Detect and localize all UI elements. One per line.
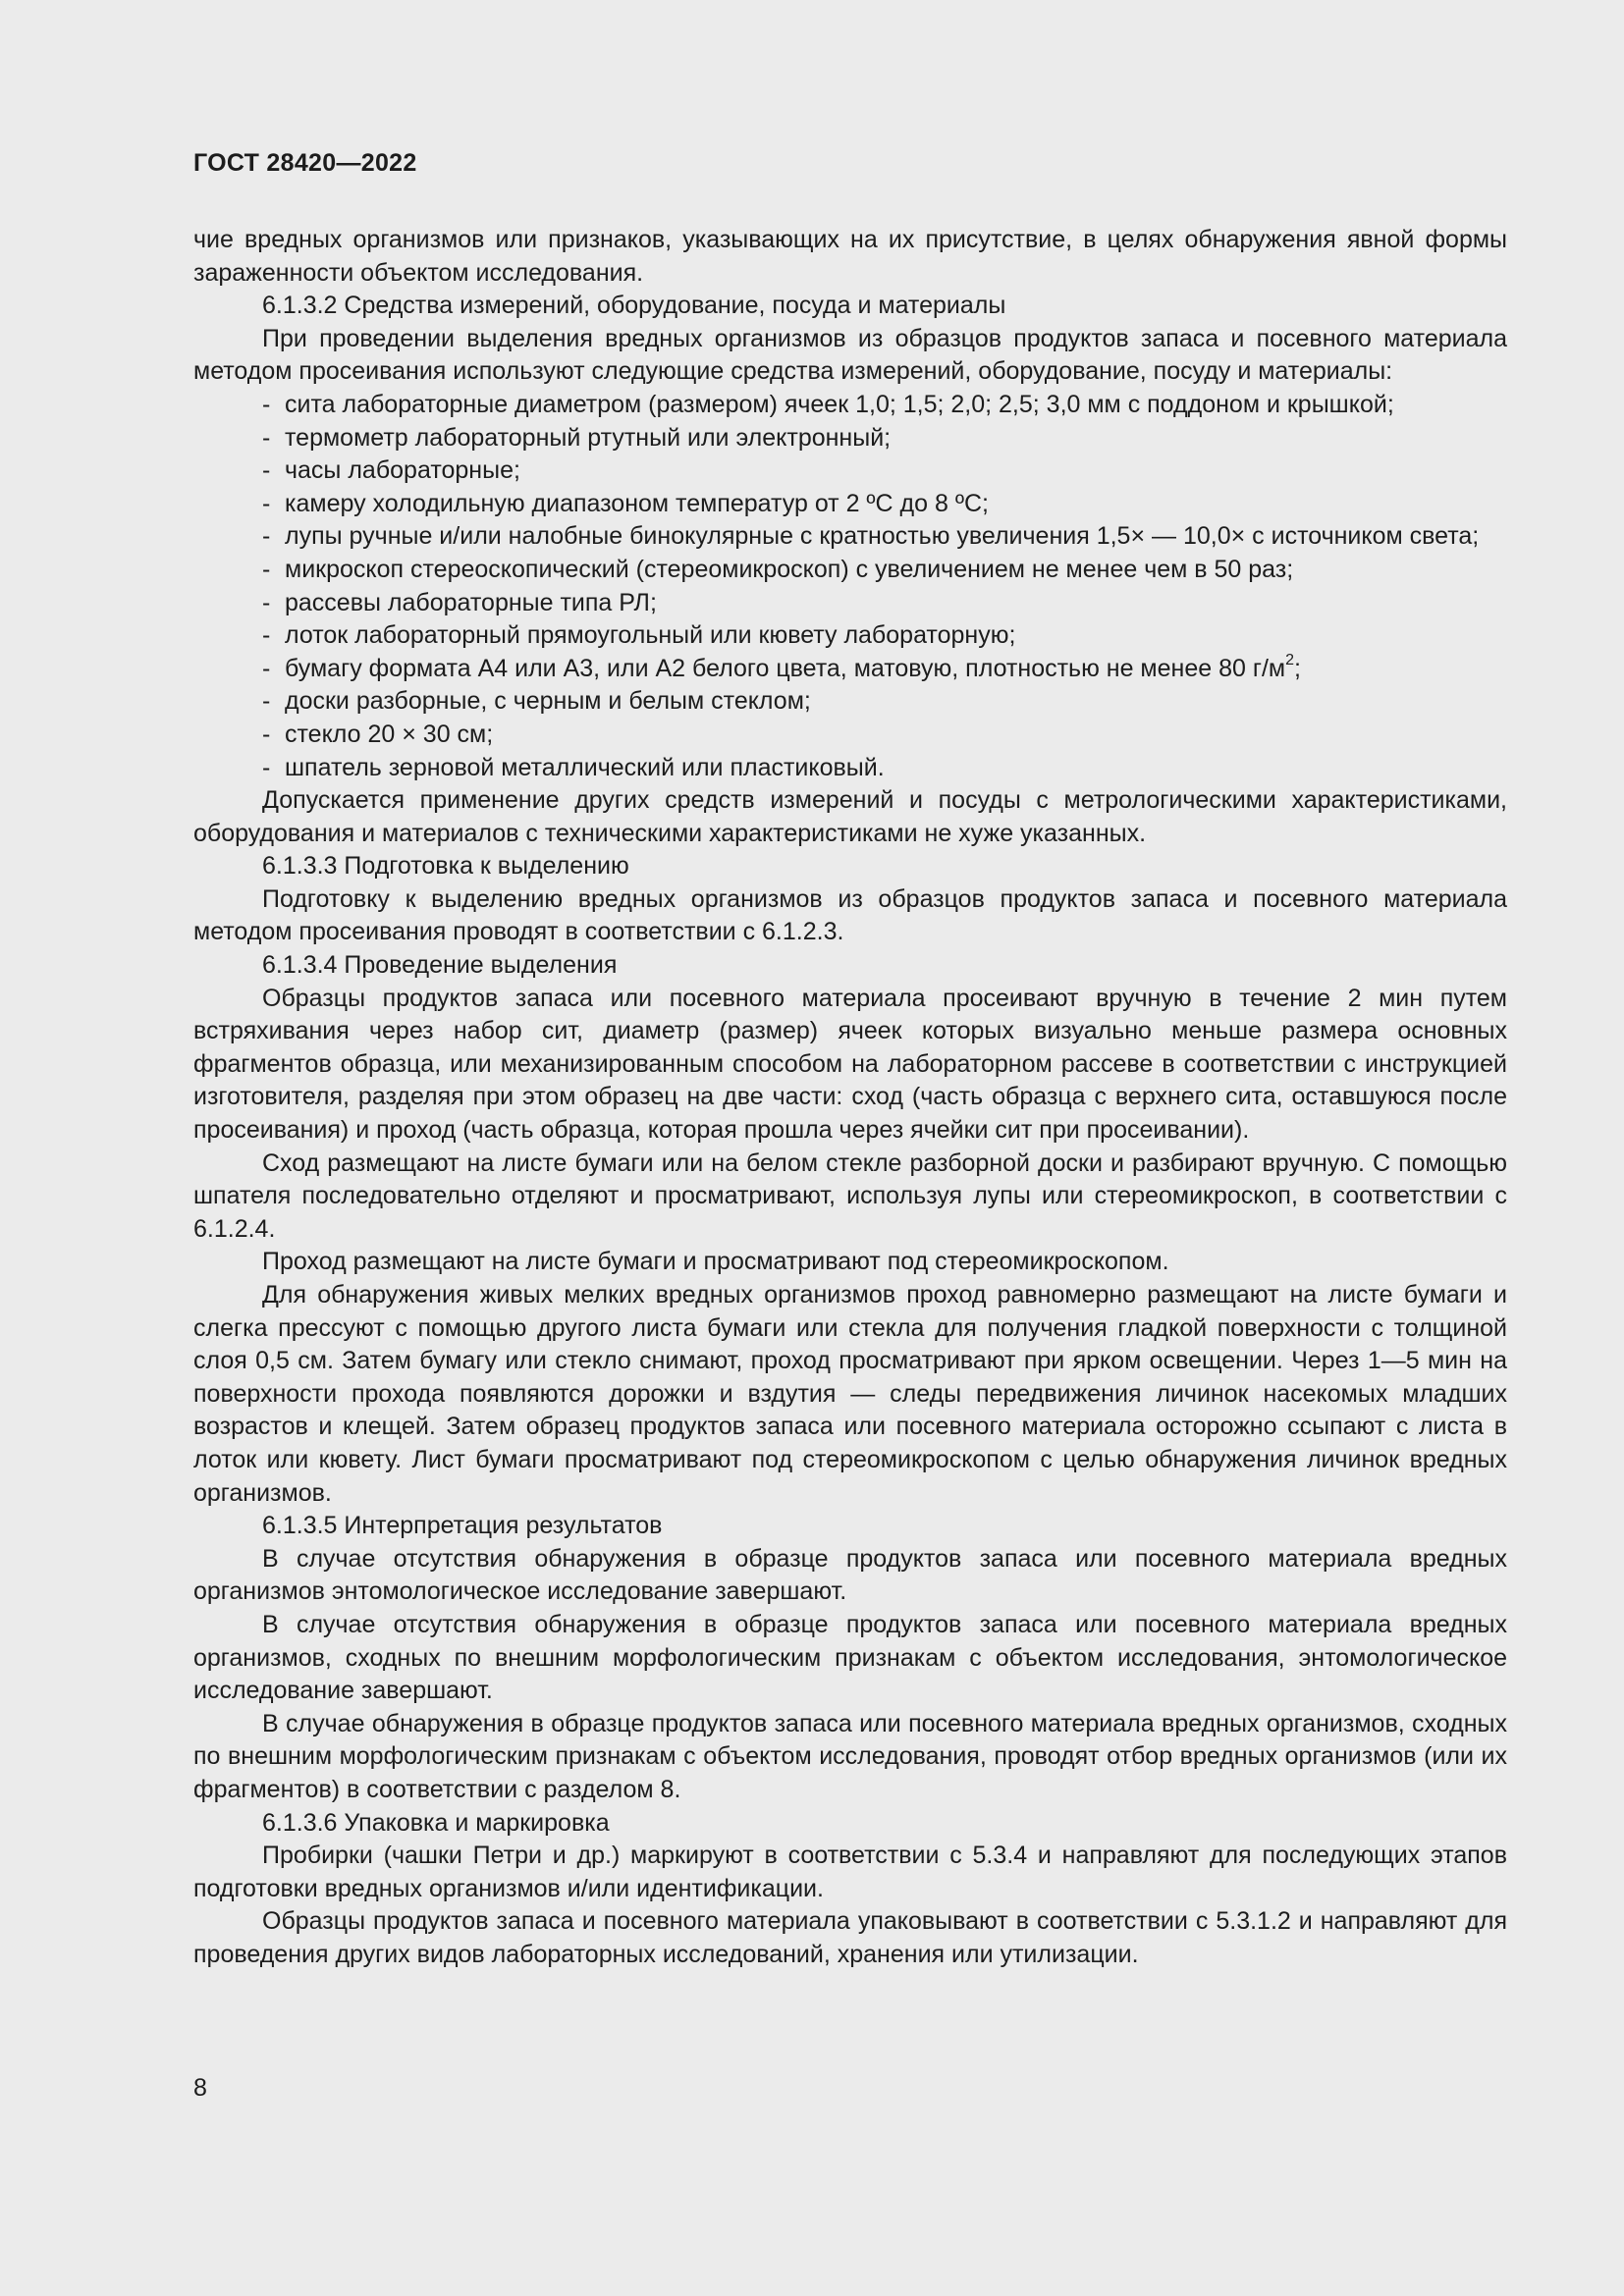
list-dash: -	[262, 621, 271, 650]
superscript-2: 2	[1285, 652, 1294, 669]
list-item: - микроскоп стереоскопический (стереомикроскоп) с увеличением не менее чем в 50 раз;	[193, 554, 1507, 587]
page-number: 8	[193, 2074, 207, 2102]
list-dash: -	[262, 720, 271, 748]
list-item: - шпатель зерновой металлический или пластиковый.	[193, 752, 1507, 785]
list-dash: -	[262, 423, 271, 452]
list-dash: -	[262, 654, 271, 682]
list-dash: -	[262, 390, 271, 418]
paragraph: Подготовку к выделению вредных организмов из образцов продуктов запаса и посевного материала методом просеивания проводят в соответствии с 6.1.2.3.	[193, 884, 1507, 946]
intro-paragraph: чие вредных организмов или признаков, указывающих на их присутствие, в целях обнаружения явной формы зараженности объектом исследования.	[193, 226, 1507, 287]
equipment-list	[193, 389, 1507, 784]
document-header-title: ГОСТ 28420—2022	[193, 149, 417, 177]
section-heading-6-1-3-4: 6.1.3.4 Проведение выделения	[262, 951, 618, 980]
section-heading-6-1-3-2: 6.1.3.2 Средства измерений, оборудование, посуда и материалы	[262, 292, 1006, 320]
paragraph: В случае отсутствия обнаружения в образце продуктов запаса или посевного материала вредных организмов, сходных по внешним морфологическим признакам с объектом исследования, энтомологическое исследование завершают.	[193, 1610, 1507, 1705]
list-dash: -	[262, 456, 271, 485]
list-item: - лупы ручные и/или налобные бинокулярные с кратностью увеличения 1,5× — 10,0× с источником света;	[193, 520, 1507, 554]
section-heading-6-1-3-6: 6.1.3.6 Упаковка и маркировка	[262, 1808, 610, 1837]
list-dash: -	[262, 588, 271, 616]
list-item: - сита лабораторные диаметром (размером) ячеек 1,0; 1,5; 2,0; 2,5; 3,0 мм с поддоном и крышкой;	[193, 389, 1507, 422]
list-dash: -	[262, 687, 271, 716]
paragraph: Образцы продуктов запаса и посевного материала упаковывают в соответствии с 5.3.1.2 и направляют для проведения других видов лабораторных исследований, хранения или утилизации.	[193, 1907, 1507, 1968]
list-item: - часы лабораторные;	[193, 454, 1507, 488]
list-item: - термометр лабораторный ртутный или электронный;	[193, 422, 1507, 455]
section-lead-paragraph: При проведении выделения вредных организмов из образцов продуктов запаса и посевного материала методом просеивания используют следующие средства измерений, оборудование, посуду и материалы:	[193, 324, 1507, 386]
list-item: - камеру холодильную диапазоном температур от 2 ºС до 8 ºС;	[193, 488, 1507, 521]
list-dash: -	[262, 522, 271, 551]
paragraph: Образцы продуктов запаса или посевного материала просеивают вручную в течение 2 мин путем встряхивания через набор сит, диаметр (размер) ячеек которых визуально меньше размера основных фрагментов образца, или механизированным способом на лабораторном рассеве в соответствии с инструкцией изготовителя, разделяя при этом образец на две части: сход (часть образца с верхнего сита, оставшуюся после просеивания) и проход (часть образца, которая прошла через ячейки сит при просеивании).	[193, 984, 1507, 1145]
document-body	[193, 224, 1507, 1971]
paragraph: Сход размещают на листе бумаги или на белом стекле разборной доски и разбирают вручную. С помощью шпателя последовательно отделяют и просматривают, используя лупы или стереомикроскоп, в соответствии с 6.1.2.4.	[193, 1148, 1507, 1243]
list-item: - лоток лабораторный прямоугольный или кювету лабораторную;	[193, 619, 1507, 653]
paragraph: Проход размещают на листе бумаги и просматривают под стереомикроскопом.	[262, 1248, 1169, 1276]
paragraph: В случае обнаружения в образце продуктов запаса или посевного материала вредных организмов, сходных по внешним морфологическим признакам с объектом исследования, проводят отбор вредных организмов (или их фрагментов) в соответствии с разделом 8.	[193, 1709, 1507, 1803]
list-item: - бумагу формата А4 или А3, или А2 белого цвета, матовую, плотностью не менее 80 $г/м^2$;	[193, 653, 1507, 686]
paragraph: Пробирки (чашки Петри и др.) маркируют в соответствии с 5.3.4 и направляют для последующих этапов подготовки вредных организмов и/или идентификации.	[193, 1842, 1507, 1902]
list-item: - доски разборные, с черным и белым стеклом;	[193, 685, 1507, 719]
list-dash: -	[262, 753, 271, 781]
paragraph: В случае отсутствия обнаружения в образце продуктов запаса или посевного материала вредных организмов энтомологическое исследование завершают.	[193, 1544, 1507, 1606]
list-item: - рассевы лабораторные типа РЛ;	[193, 587, 1507, 620]
section-heading-6-1-3-5: 6.1.3.5 Интерпретация результатов	[262, 1512, 663, 1540]
equipment-note-paragraph: Допускается применение других средств измерений и посуды с метрологическими характеристиками, оборудования и материалов с техническими характеристиками не хуже указанных.	[193, 786, 1507, 847]
list-dash: -	[262, 489, 271, 517]
section-heading-6-1-3-3: 6.1.3.3 Подготовка к выделению	[262, 852, 629, 881]
list-item: - стекло 20 × 30 см;	[193, 719, 1507, 752]
paragraph: Для обнаружения живых мелких вредных организмов проход равномерно размещают на листе бумаги и слегка прессуют с помощью другого листа бумаги или стекла для получения гладкой поверхности с толщиной слоя 0,5 см. Затем бумагу или стекло снимают, проход просматривают при ярком освещении. Через 1—5 мин на поверхности прохода появляются дорожки и вздутия — следы передвижения личинок насекомых младших возрастов и клещей. Затем образец продуктов запаса или посевного материала осторожно ссыпают с листа в лоток или кювету. Лист бумаги просматривают под стереомикроскопом с целью обнаружения личинок вредных организмов.	[193, 1281, 1507, 1507]
list-dash: -	[262, 555, 271, 583]
